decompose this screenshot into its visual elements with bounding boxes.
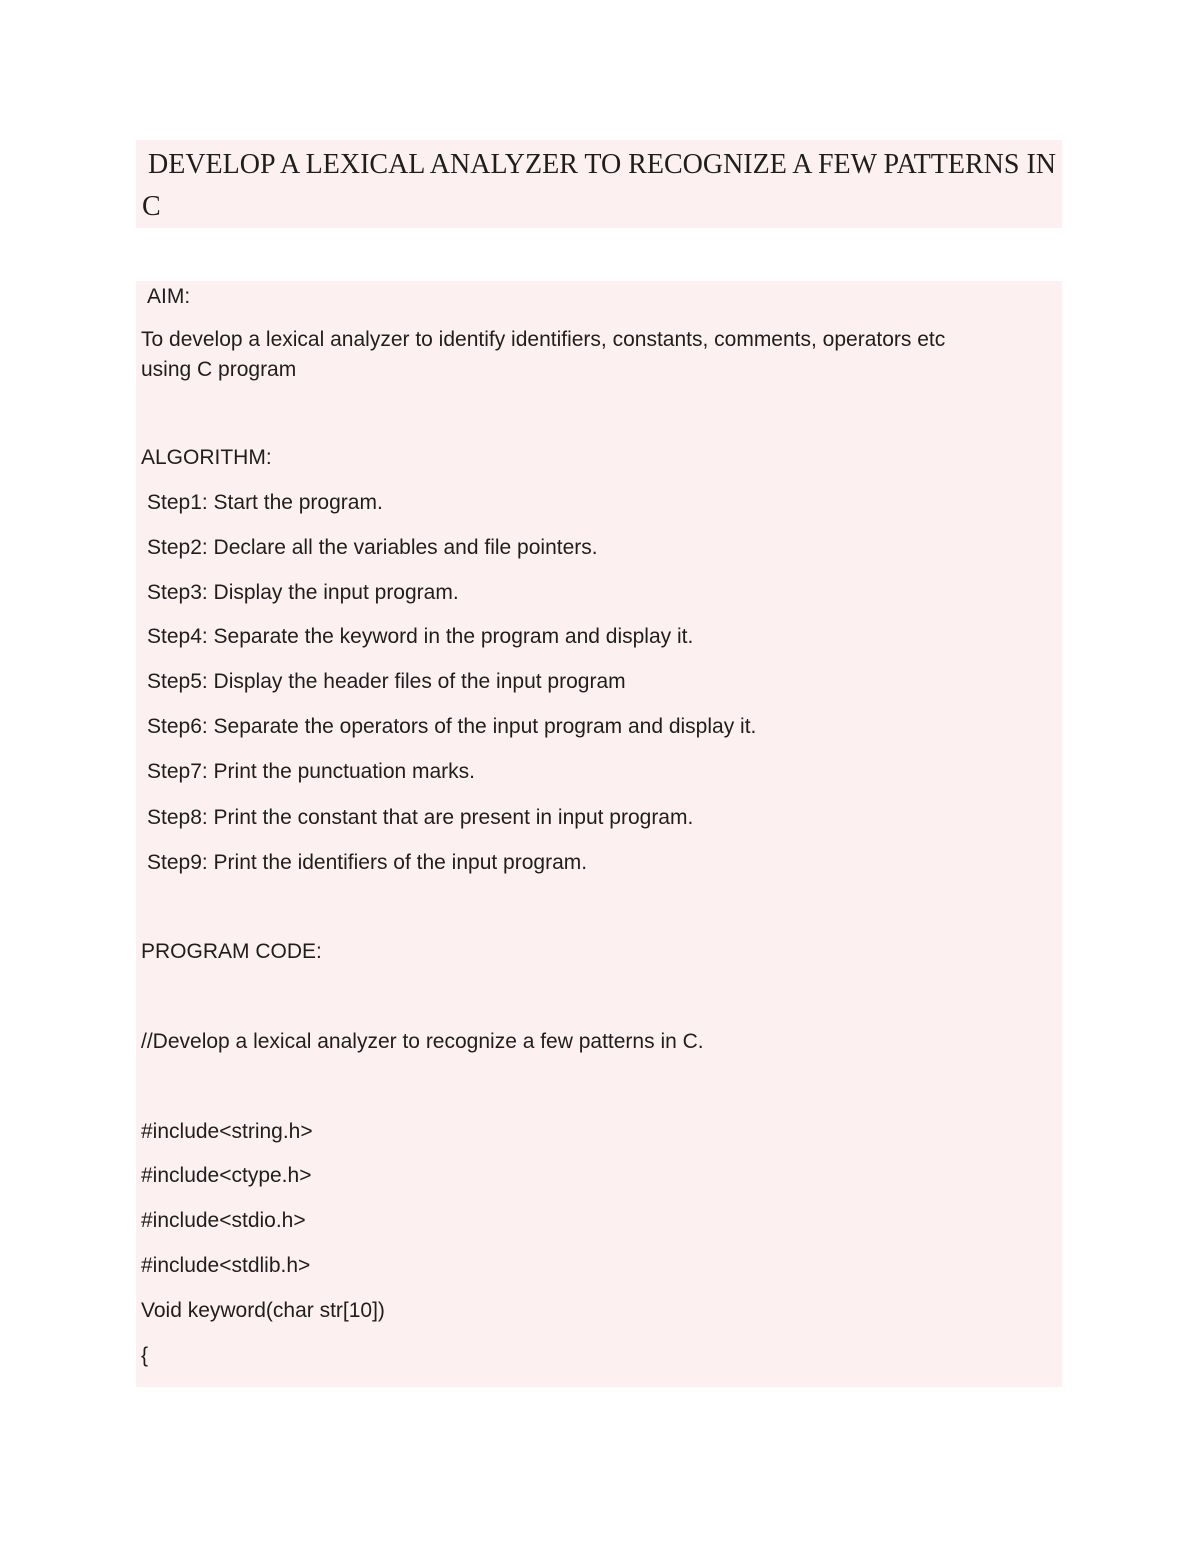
code-line: #include<stdlib.h> bbox=[141, 1254, 311, 1277]
code-line: Void keyword(char str[10]) bbox=[141, 1299, 385, 1322]
code-line: #include<ctype.h> bbox=[141, 1164, 312, 1187]
code-line: #include<stdio.h> bbox=[141, 1209, 306, 1232]
algorithm-step: Step5: Display the header files of the input program bbox=[147, 670, 626, 693]
algorithm-step: Step9: Print the identifiers of the input program. bbox=[147, 851, 588, 874]
title-box bbox=[136, 140, 1062, 228]
code-line: { bbox=[141, 1344, 149, 1367]
algorithm-step: Step4: Separate the keyword in the program and display it. bbox=[147, 625, 694, 648]
algorithm-step: Step7: Print the punctuation marks. bbox=[147, 760, 476, 783]
code-line: #include<string.h> bbox=[141, 1120, 313, 1143]
algorithm-step: Step1: Start the program. bbox=[147, 491, 383, 514]
aim-text-line-1: To develop a lexical analyzer to identify identifiers, constants, comments, operators etc bbox=[141, 328, 946, 351]
program-heading: PROGRAM CODE: bbox=[141, 940, 322, 963]
aim-text-line-2: using C program bbox=[141, 358, 297, 381]
algorithm-step: Step8: Print the constant that are present in input program. bbox=[147, 806, 694, 829]
algorithm-step: Step6: Separate the operators of the input program and display it. bbox=[147, 715, 757, 738]
page-title: DEVELOP A LEXICAL ANALYZER TO RECOGNIZE A FEW PATTERNS IN C bbox=[142, 149, 1057, 222]
code-comment: //Develop a lexical analyzer to recognize a few patterns in C. bbox=[141, 1030, 704, 1053]
algorithm-step: Step2: Declare all the variables and file pointers. bbox=[147, 536, 598, 559]
aim-heading: AIM: bbox=[147, 285, 191, 308]
content-box bbox=[136, 281, 1062, 1387]
algorithm-heading: ALGORITHM: bbox=[141, 446, 272, 469]
algorithm-step: Step3: Display the input program. bbox=[147, 581, 459, 604]
